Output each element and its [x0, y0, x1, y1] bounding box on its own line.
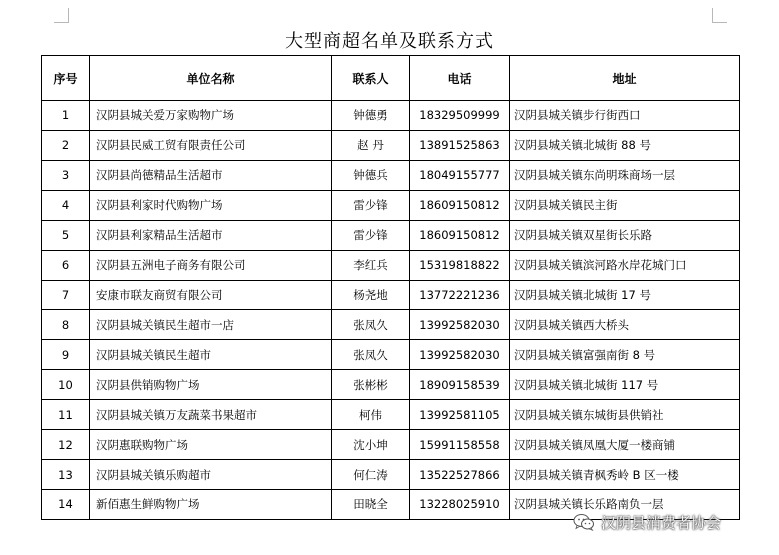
- header-name: 单位名称: [90, 56, 332, 101]
- crop-mark-top-right: [712, 8, 727, 23]
- store-contact-table: [41, 55, 740, 520]
- row-address: 汉阴县城关镇东尚明珠商场一层: [510, 160, 740, 190]
- row-phone: 15319818822: [410, 250, 510, 280]
- row-name: 汉阴县城关镇乐购超市: [90, 460, 332, 490]
- row-phone: 18609150812: [410, 220, 510, 250]
- row-phone: 18329509999: [410, 101, 510, 131]
- table-row: [42, 340, 740, 370]
- wechat-icon: [573, 513, 595, 531]
- row-contact: 张彬彬: [332, 370, 410, 400]
- header-address: 地址: [510, 56, 740, 101]
- row-contact: 何仁涛: [332, 460, 410, 490]
- row-contact: 张凤久: [332, 310, 410, 340]
- row-no: 10: [42, 370, 90, 400]
- row-name: 汉阴县城关镇民生超市一店: [90, 310, 332, 340]
- row-name: 汉阴县城关镇民生超市: [90, 340, 332, 370]
- row-no: 7: [42, 280, 90, 310]
- table-row: [42, 160, 740, 190]
- row-phone: 13992581105: [410, 400, 510, 430]
- row-no: 3: [42, 160, 90, 190]
- row-address: 汉阴县城关镇北城街 88 号: [510, 130, 740, 160]
- row-contact: 雷少锋: [332, 190, 410, 220]
- table-row: [42, 130, 740, 160]
- row-address: 汉阴县城关镇民主街: [510, 190, 740, 220]
- row-address: 汉阴县城关镇富强南街 8 号: [510, 340, 740, 370]
- watermark: [573, 510, 721, 534]
- table-row: [42, 460, 740, 490]
- row-address: 汉阴县城关镇北城街 17 号: [510, 280, 740, 310]
- row-no: 8: [42, 310, 90, 340]
- row-no: 9: [42, 340, 90, 370]
- row-phone: 13522527866: [410, 460, 510, 490]
- table-row: [42, 190, 740, 220]
- row-address: 汉阴县城关镇滨河路水岸花城门口: [510, 250, 740, 280]
- table-row: [42, 220, 740, 250]
- row-address: 汉阴县城关镇双星街长乐路: [510, 220, 740, 250]
- row-contact: 张凤久: [332, 340, 410, 370]
- row-name: 汉阴惠联购物广场: [90, 430, 332, 460]
- table-row: [42, 400, 740, 430]
- table-body: [42, 101, 740, 520]
- crop-mark-top-left: [54, 8, 69, 23]
- header-contact: 联系人: [332, 56, 410, 101]
- row-contact: 赵 丹: [332, 130, 410, 160]
- table-row: [42, 430, 740, 460]
- row-address: 汉阴县城关镇北城街 117 号: [510, 370, 740, 400]
- row-address: 汉阴县城关镇东城街县供销社: [510, 400, 740, 430]
- row-name: 汉阴县尚德精品生活超市: [90, 160, 332, 190]
- table-row: [42, 280, 740, 310]
- row-contact: 李红兵: [332, 250, 410, 280]
- row-phone: 13992582030: [410, 310, 510, 340]
- row-contact: 杨尧地: [332, 280, 410, 310]
- row-name: 汉阴县城关爱万家购物广场: [90, 101, 332, 131]
- row-name: 汉阴县供销购物广场: [90, 370, 332, 400]
- row-contact: 雷少锋: [332, 220, 410, 250]
- table-header-row: [42, 56, 740, 101]
- row-address: 汉阴县城关镇西大桥头: [510, 310, 740, 340]
- table-row: [42, 250, 740, 280]
- row-name: 汉阴县利家精品生活超市: [90, 220, 332, 250]
- row-address: 汉阴县城关镇步行街西口: [510, 101, 740, 131]
- row-phone: 13891525863: [410, 130, 510, 160]
- row-contact: 田晓全: [332, 489, 410, 519]
- row-contact: 钟德兵: [332, 160, 410, 190]
- row-phone: 18609150812: [410, 190, 510, 220]
- watermark-text: 汉阴县消费者协会: [601, 513, 722, 532]
- row-contact: 沈小坤: [332, 430, 410, 460]
- row-no: 5: [42, 220, 90, 250]
- page-title: 大型商超名单及联系方式: [285, 31, 494, 52]
- row-no: 11: [42, 400, 90, 430]
- row-contact: 钟德勇: [332, 101, 410, 131]
- row-no: 6: [42, 250, 90, 280]
- header-no: 序号: [42, 56, 90, 101]
- row-address: 汉阴县城关镇青枫秀岭 B 区一楼: [510, 460, 740, 490]
- row-contact: 柯伟: [332, 400, 410, 430]
- row-name: 汉阴县五洲电子商务有限公司: [90, 250, 332, 280]
- table-row: [42, 370, 740, 400]
- row-no: 4: [42, 190, 90, 220]
- row-phone: 18049155777: [410, 160, 510, 190]
- row-no: 14: [42, 489, 90, 519]
- row-phone: 13228025910: [410, 489, 510, 519]
- row-name: 汉阴县利家时代购物广场: [90, 190, 332, 220]
- header-phone: 电话: [410, 56, 510, 101]
- row-no: 12: [42, 430, 90, 460]
- row-no: 1: [42, 101, 90, 131]
- row-phone: 13772221236: [410, 280, 510, 310]
- row-phone: 15991158558: [410, 430, 510, 460]
- row-name: 汉阴县城关镇万友蔬菜书果超市: [90, 400, 332, 430]
- row-phone: 13992582030: [410, 340, 510, 370]
- row-phone: 18909158539: [410, 370, 510, 400]
- row-name: 新佰惠生鲜购物广场: [90, 489, 332, 519]
- row-name: 汉阴县民威工贸有限责任公司: [90, 130, 332, 160]
- table-row: [42, 310, 740, 340]
- row-name: 安康市联友商贸有限公司: [90, 280, 332, 310]
- row-no: 13: [42, 460, 90, 490]
- row-address: 汉阴县城关镇凤凰大厦一楼商铺: [510, 430, 740, 460]
- table-row: [42, 101, 740, 131]
- row-no: 2: [42, 130, 90, 160]
- row-address: 汉阴县城关镇长乐路南负一层: [510, 489, 740, 519]
